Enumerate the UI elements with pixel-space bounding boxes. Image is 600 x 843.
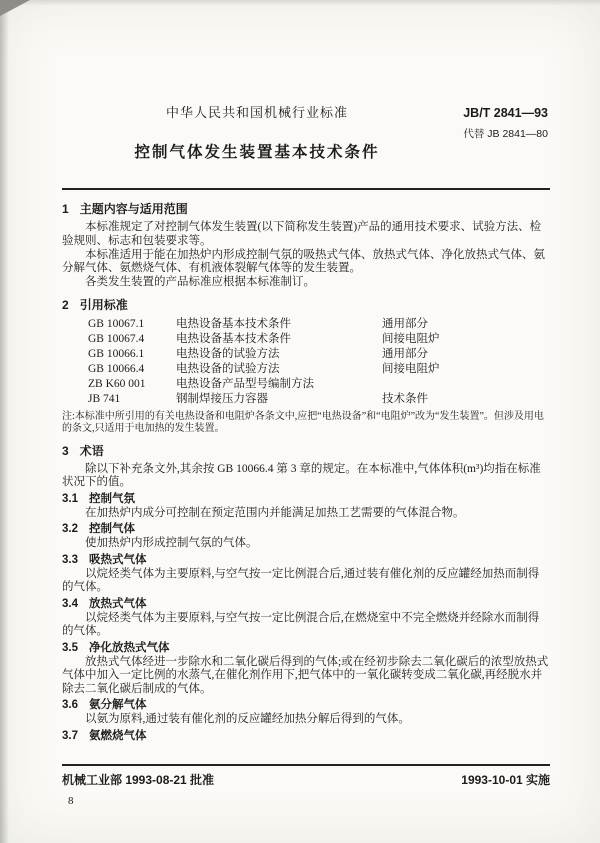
term-definition: 放热式气体经进一步除水和二氧化碳后得到的气体;或在经初步除去二氧化碳后的浓型放热式气体中加入一定比例的水蒸气,在催化剂作用下,把气体中的一氧化碳转变成二氧化碳,再经脱水并除去二氧化碳后制成的气体。 [62, 655, 549, 695]
term-block [62, 729, 550, 743]
reference-part: 间接电阻炉 [382, 362, 440, 375]
term-block [62, 553, 550, 595]
standard-class-line: 中华人民共和国机械行业标准 [165, 105, 348, 120]
page-number: 8 [68, 795, 74, 807]
term-heading [62, 522, 550, 536]
term-heading [62, 492, 550, 506]
section-title: 术语 [79, 443, 104, 458]
reference-title: 电热设备的试验方法 [176, 362, 280, 375]
page-content [62, 0, 550, 744]
term-name: 控制气体 [89, 523, 135, 535]
term-number: 3.3 [62, 553, 78, 566]
document-header [62, 0, 550, 190]
term-name: 放热式气体 [89, 597, 147, 610]
reference-row [88, 362, 550, 377]
reference-code: GB 10067.1 [88, 317, 145, 330]
reference-part: 技术条件 [382, 392, 428, 405]
footer-row [62, 771, 550, 788]
section-title: 主题内容与适用范围 [79, 202, 188, 216]
approval-note: 机械工业部 1993-08-21 批准 [62, 773, 215, 787]
reference-row [88, 377, 550, 392]
section-number: 1 [62, 202, 69, 216]
term-heading [62, 641, 550, 655]
document-footer [62, 764, 550, 807]
term-heading [62, 698, 550, 712]
term-definition: 在加热炉内成分可控制在预定范围内并能满足加热工艺需要的气体混合物。 [85, 506, 465, 519]
term-number: 3.1 [62, 492, 78, 505]
term-definition: 以氨为原料,通过装有催化剂的反应罐经加热分解后得到的气体。 [85, 713, 410, 725]
reference-part: 通用部分 [382, 347, 428, 360]
reference-row [88, 347, 550, 362]
reference-code: GB 10066.4 [88, 362, 145, 375]
reference-code: ZB K60 001 [88, 377, 146, 390]
paragraph: 本标准适用于能在加热炉内形成控制气氛的吸热式气体、放热式气体、净化放热式气体、氨分解气体、氨燃烧气体、有机液体裂解气体等的发生装置。 [62, 248, 545, 274]
term-heading [62, 729, 550, 743]
term-name: 控制气氛 [89, 492, 135, 505]
reference-row [88, 332, 550, 347]
reference-code: GB 10066.1 [88, 347, 145, 360]
reference-part: 通用部分 [382, 317, 428, 330]
section-number: 3 [62, 443, 69, 458]
reference-row [88, 317, 550, 332]
section-2-heading [62, 298, 550, 313]
reference-row [88, 392, 550, 407]
section-title: 引用标准 [79, 297, 128, 312]
term-block [62, 522, 550, 551]
paragraph: 本标准规定了对控制气体发生装置(以下简称发生装置)产品的通用技术要求、试验方法、检验规则、标志和包装要求等。 [62, 221, 542, 247]
standard-code: JB/T 2841—93 [463, 106, 548, 120]
reference-title: 电热设备基本技术条件 [176, 332, 291, 345]
term-definition: 以烷烃类气体为主要原料,与空气按一定比例混合后,通过装有催化剂的反应罐经加热而制得的气体。 [62, 567, 540, 593]
implementation-note: 1993-10-01 实施 [461, 773, 550, 787]
term-heading [62, 553, 550, 567]
term-name: 吸热式气体 [89, 553, 147, 566]
document-title: 控制气体发生装置基本技术条件 [134, 144, 380, 161]
reference-list [88, 317, 550, 407]
section-3-heading [62, 444, 550, 459]
standard-replaces: 代替 JB 2841—80 [463, 128, 548, 140]
term-definition: 以烷烃类气体为主要原料,与空气按一定比例混合后,在燃烧室中不完全燃烧并经除水而制得的气体。 [62, 611, 540, 637]
term-name: 氨燃烧气体 [89, 729, 147, 742]
term-number: 3.6 [62, 699, 78, 711]
section-number: 2 [62, 297, 69, 312]
paragraph: 各类发生装置的产品标准应根据本标准制订。 [85, 276, 315, 288]
term-number: 3.2 [62, 523, 78, 535]
term-number: 3.7 [62, 729, 78, 742]
section-1-heading [62, 202, 550, 217]
term-number: 3.4 [62, 597, 78, 610]
term-heading [62, 597, 550, 611]
paragraph: 除以下补充条文外,其余按 GB 10066.4 第 3 章的规定。在本标准中,气体体积(m³)均指在标准状况下的值。 [62, 462, 541, 488]
reference-code: GB 10067.4 [88, 332, 145, 345]
reference-title: 电热设备的试验方法 [176, 347, 280, 360]
term-definition: 使加热炉内形成控制气氛的气体。 [85, 537, 258, 549]
scan-corner-artifact [0, 0, 30, 16]
reference-title: 钢制焊接压力容器 [176, 392, 268, 405]
reference-note: 注:本标准中所引用的有关电热设备和电阻炉各条文中,应把“电热设备”和“电阻炉”改为“发生装置”。但涉及用电的条文,只适用于电加热的发生装置。 [62, 410, 544, 434]
term-name: 净化放热式气体 [89, 641, 170, 654]
term-block [62, 641, 550, 697]
term-block [62, 492, 550, 521]
scan-edge-shadow-left [0, 0, 9, 843]
reference-code: JB 741 [88, 392, 121, 405]
term-name: 氨分解气体 [89, 699, 147, 711]
term-block [62, 698, 550, 727]
document-body [62, 190, 550, 743]
term-block [62, 597, 550, 639]
reference-title: 电热设备产品型号编制方法 [176, 377, 314, 390]
reference-title: 电热设备基本技术条件 [176, 317, 291, 330]
reference-part: 间接电阻炉 [382, 332, 440, 345]
term-number: 3.5 [62, 641, 78, 654]
